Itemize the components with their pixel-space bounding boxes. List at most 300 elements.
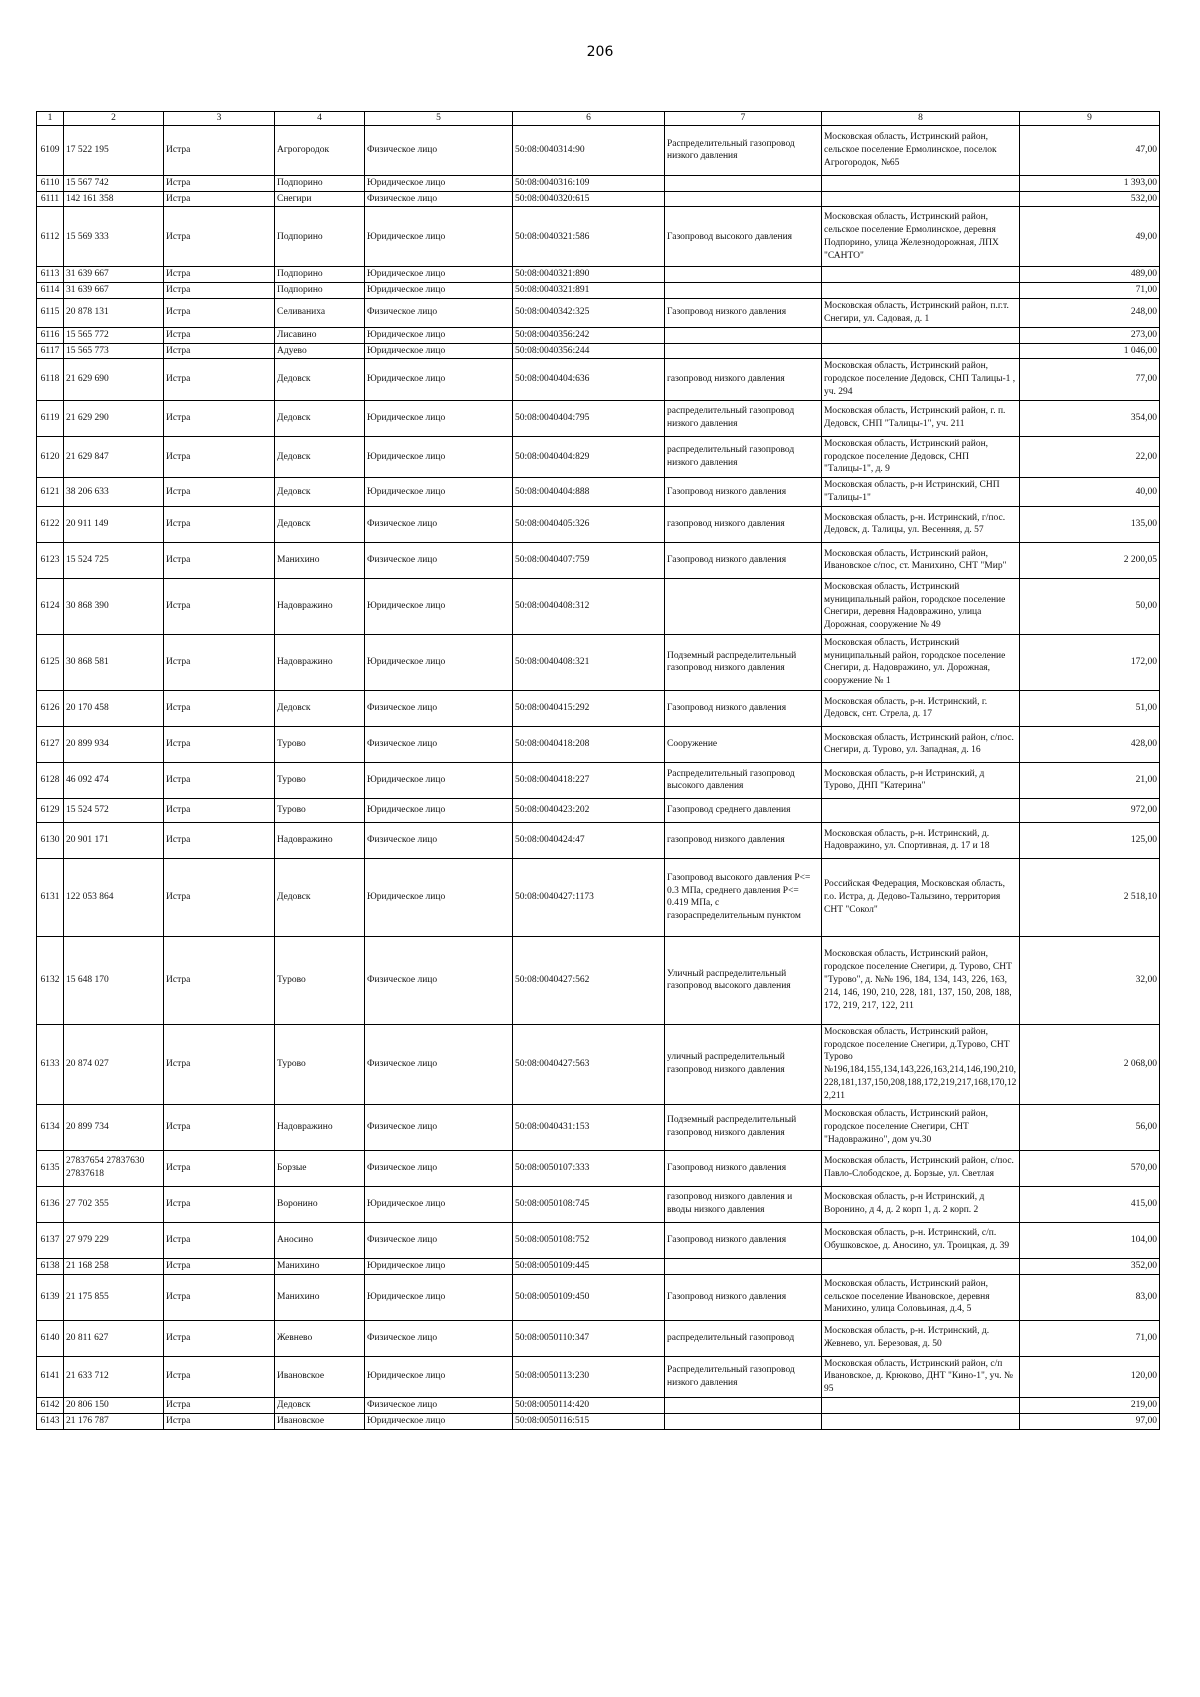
- object-name-cell: Уличный распределительный газопровод высокого давления: [665, 936, 822, 1024]
- length-cell: 125,00: [1020, 822, 1160, 858]
- locality-cell: Дедовск: [275, 400, 365, 436]
- district-cell: Истра: [164, 1356, 275, 1397]
- table-row: [37, 690, 1160, 726]
- row-number-cell: 6114: [37, 283, 64, 299]
- column-header: 2: [64, 112, 164, 126]
- cadastral-number-cell: 50:08:0040424:47: [513, 822, 665, 858]
- owner-type-cell: Юридическое лицо: [365, 343, 513, 359]
- district-cell: Истра: [164, 1258, 275, 1274]
- code-cell: 122 053 864: [64, 858, 164, 936]
- object-name-cell: Газопровод низкого давления: [665, 478, 822, 507]
- table-row: [37, 1397, 1160, 1413]
- row-number-cell: 6134: [37, 1104, 64, 1150]
- code-cell: 17 522 195: [64, 125, 164, 175]
- table-row: [37, 343, 1160, 359]
- cadastral-number-cell: 50:08:0040320:615: [513, 191, 665, 207]
- cadastral-number-cell: 50:08:0050109:445: [513, 1258, 665, 1274]
- object-name-cell: Газопровод низкого давления: [665, 1150, 822, 1186]
- row-number-cell: 6116: [37, 327, 64, 343]
- district-cell: Истра: [164, 1320, 275, 1356]
- locality-cell: Подпорино: [275, 175, 365, 191]
- object-name-cell: [665, 267, 822, 283]
- table-row: [37, 822, 1160, 858]
- code-cell: 46 092 474: [64, 762, 164, 798]
- district-cell: Истра: [164, 1397, 275, 1413]
- locality-cell: Воронино: [275, 1186, 365, 1222]
- address-cell: Московская область, р-н. Истринский, г/пос. Дедовск, д. Талицы, ул. Весенняя, д. 57: [822, 506, 1020, 542]
- table-row: [37, 1413, 1160, 1429]
- cadastral-number-cell: 50:08:0040356:244: [513, 343, 665, 359]
- owner-type-cell: Юридическое лицо: [365, 1356, 513, 1397]
- registry-table: [36, 111, 1160, 1430]
- owner-type-cell: Физическое лицо: [365, 1104, 513, 1150]
- locality-cell: Турово: [275, 1024, 365, 1104]
- object-name-cell: [665, 175, 822, 191]
- district-cell: Истра: [164, 690, 275, 726]
- object-name-cell: уличный распределительный газопровод низкого давления: [665, 1024, 822, 1104]
- owner-type-cell: Физическое лицо: [365, 690, 513, 726]
- code-cell: 15 569 333: [64, 207, 164, 267]
- column-header: 8: [822, 112, 1020, 126]
- district-cell: Истра: [164, 359, 275, 400]
- object-name-cell: распределительный газопровод низкого давления: [665, 400, 822, 436]
- object-name-cell: Распределительный газопровод высокого давления: [665, 762, 822, 798]
- row-number-cell: 6139: [37, 1274, 64, 1320]
- length-cell: 415,00: [1020, 1186, 1160, 1222]
- address-cell: Московская область, р-н. Истринский, г. Дедовск, снт. Стрела, д. 17: [822, 690, 1020, 726]
- owner-type-cell: Юридическое лицо: [365, 400, 513, 436]
- owner-type-cell: Физическое лицо: [365, 1320, 513, 1356]
- code-cell: 21 168 258: [64, 1258, 164, 1274]
- cadastral-number-cell: 50:08:0040404:888: [513, 478, 665, 507]
- cadastral-number-cell: 50:08:0040321:586: [513, 207, 665, 267]
- owner-type-cell: Физическое лицо: [365, 299, 513, 328]
- length-cell: 972,00: [1020, 798, 1160, 822]
- code-cell: 21 176 787: [64, 1413, 164, 1429]
- table-row: [37, 299, 1160, 328]
- row-number-cell: 6132: [37, 936, 64, 1024]
- locality-cell: Дедовск: [275, 478, 365, 507]
- owner-type-cell: Физическое лицо: [365, 1222, 513, 1258]
- district-cell: Истра: [164, 858, 275, 936]
- owner-type-cell: Физическое лицо: [365, 726, 513, 762]
- length-cell: 83,00: [1020, 1274, 1160, 1320]
- address-cell: Московская область, Истринский район, п.г.т. Снегири, ул. Садовая, д. 1: [822, 299, 1020, 328]
- cadastral-number-cell: 50:08:0040405:326: [513, 506, 665, 542]
- locality-cell: Дедовск: [275, 359, 365, 400]
- length-cell: 71,00: [1020, 1320, 1160, 1356]
- table-row: [37, 1186, 1160, 1222]
- length-cell: 97,00: [1020, 1413, 1160, 1429]
- length-cell: 2 068,00: [1020, 1024, 1160, 1104]
- length-cell: 71,00: [1020, 283, 1160, 299]
- length-cell: 352,00: [1020, 1258, 1160, 1274]
- code-cell: 15 648 170: [64, 936, 164, 1024]
- owner-type-cell: Физическое лицо: [365, 936, 513, 1024]
- object-name-cell: Распределительный газопровод низкого давления: [665, 1356, 822, 1397]
- code-cell: 15 565 772: [64, 327, 164, 343]
- row-number-cell: 6131: [37, 858, 64, 936]
- code-cell: 20 878 131: [64, 299, 164, 328]
- owner-type-cell: Физическое лицо: [365, 542, 513, 578]
- owner-type-cell: Юридическое лицо: [365, 359, 513, 400]
- owner-type-cell: Юридическое лицо: [365, 1258, 513, 1274]
- length-cell: 32,00: [1020, 936, 1160, 1024]
- district-cell: Истра: [164, 436, 275, 477]
- cadastral-number-cell: 50:08:0050110:347: [513, 1320, 665, 1356]
- length-cell: 570,00: [1020, 1150, 1160, 1186]
- table-row: [37, 798, 1160, 822]
- code-cell: 15 524 572: [64, 798, 164, 822]
- length-cell: 51,00: [1020, 690, 1160, 726]
- district-cell: Истра: [164, 1150, 275, 1186]
- length-cell: 532,00: [1020, 191, 1160, 207]
- owner-type-cell: Юридическое лицо: [365, 327, 513, 343]
- address-cell: Московская область, Истринский муниципальный район, городское поселение Снегири, д. Надовражино, ул. Дорожная, сооружение № 1: [822, 634, 1020, 690]
- address-cell: Московская область, Истринский район, сельское поселение Ивановское, деревня Манихино, улица Соловьиная, д.4, 5: [822, 1274, 1020, 1320]
- object-name-cell: Газопровод низкого давления: [665, 1274, 822, 1320]
- cadastral-number-cell: 50:08:0040321:891: [513, 283, 665, 299]
- row-number-cell: 6128: [37, 762, 64, 798]
- address-cell: Московская область, Истринский район, городское поселение Снегири, СНТ "Надовражино", дом уч.30: [822, 1104, 1020, 1150]
- locality-cell: Турово: [275, 762, 365, 798]
- locality-cell: Надовражино: [275, 822, 365, 858]
- district-cell: Истра: [164, 478, 275, 507]
- length-cell: 22,00: [1020, 436, 1160, 477]
- code-cell: 38 206 633: [64, 478, 164, 507]
- address-cell: [822, 798, 1020, 822]
- object-name-cell: Распределительный газопровод низкого давления: [665, 125, 822, 175]
- owner-type-cell: Физическое лицо: [365, 1024, 513, 1104]
- row-number-cell: 6112: [37, 207, 64, 267]
- cadastral-number-cell: 50:08:0040423:202: [513, 798, 665, 822]
- address-cell: Московская область, Истринский район, городское поселение Дедовск, СНП "Талицы-1", д. 9: [822, 436, 1020, 477]
- code-cell: 15 524 725: [64, 542, 164, 578]
- owner-type-cell: Юридическое лицо: [365, 267, 513, 283]
- owner-type-cell: Физическое лицо: [365, 125, 513, 175]
- length-cell: 50,00: [1020, 578, 1160, 634]
- locality-cell: Аносино: [275, 1222, 365, 1258]
- object-name-cell: распределительный газопровод низкого давления: [665, 436, 822, 477]
- row-number-cell: 6143: [37, 1413, 64, 1429]
- district-cell: Истра: [164, 822, 275, 858]
- locality-cell: Надовражино: [275, 578, 365, 634]
- table-row: [37, 1024, 1160, 1104]
- row-number-cell: 6110: [37, 175, 64, 191]
- address-cell: Московская область, р-н Истринский, СНП "Талицы-1": [822, 478, 1020, 507]
- locality-cell: Лисавино: [275, 327, 365, 343]
- district-cell: Истра: [164, 1104, 275, 1150]
- length-cell: 219,00: [1020, 1397, 1160, 1413]
- address-cell: [822, 1413, 1020, 1429]
- district-cell: Истра: [164, 191, 275, 207]
- locality-cell: Манихино: [275, 542, 365, 578]
- table-row: [37, 267, 1160, 283]
- column-header: 6: [513, 112, 665, 126]
- locality-cell: Подпорино: [275, 267, 365, 283]
- address-cell: Московская область, р-н. Истринский, д. Жевнево, ул. Березовая, д. 50: [822, 1320, 1020, 1356]
- address-cell: [822, 343, 1020, 359]
- address-cell: Московская область, Истринский район, городское поселение Снегири, д. Турово, СНТ "Турово", д. №№ 196, 184, 134, 143, 226, 163, 214, 146, 190, 210, 228, 181, 137, 150, 208, 188, 172, 219, 217, 122, 211: [822, 936, 1020, 1024]
- table-row: [37, 634, 1160, 690]
- object-name-cell: Сооружение: [665, 726, 822, 762]
- address-cell: [822, 283, 1020, 299]
- table-row: [37, 1222, 1160, 1258]
- row-number-cell: 6133: [37, 1024, 64, 1104]
- table-row: [37, 175, 1160, 191]
- length-cell: 21,00: [1020, 762, 1160, 798]
- locality-cell: Манихино: [275, 1274, 365, 1320]
- address-cell: Московская область, р-н. Истринский, д. Надовражино, ул. Спортивная, д. 17 и 18: [822, 822, 1020, 858]
- owner-type-cell: Юридическое лицо: [365, 762, 513, 798]
- owner-type-cell: Юридическое лицо: [365, 798, 513, 822]
- object-name-cell: газопровод низкого давления: [665, 359, 822, 400]
- code-cell: 20 874 027: [64, 1024, 164, 1104]
- district-cell: Истра: [164, 1186, 275, 1222]
- cadastral-number-cell: 50:08:0040427:562: [513, 936, 665, 1024]
- row-number-cell: 6117: [37, 343, 64, 359]
- length-cell: 248,00: [1020, 299, 1160, 328]
- address-cell: Московская область, Истринский район, сельское поселение Ермолинское, поселок Агрогородок, №65: [822, 125, 1020, 175]
- locality-cell: Турово: [275, 726, 365, 762]
- column-header: 9: [1020, 112, 1160, 126]
- district-cell: Истра: [164, 762, 275, 798]
- district-cell: Истра: [164, 327, 275, 343]
- address-cell: Московская область, р-н Истринский, д Воронино, д 4, д. 2 корп 1, д. 2 корп. 2: [822, 1186, 1020, 1222]
- object-name-cell: Газопровод низкого давления: [665, 690, 822, 726]
- code-cell: 27837654 27837630 27837618: [64, 1150, 164, 1186]
- owner-type-cell: Юридическое лицо: [365, 1186, 513, 1222]
- locality-cell: Дедовск: [275, 506, 365, 542]
- address-cell: Московская область, Истринский район, сельское поселение Ермолинское, деревня Подпорино, улица Железнодорожная, ЛПХ "САНТО": [822, 207, 1020, 267]
- locality-cell: Турово: [275, 936, 365, 1024]
- owner-type-cell: Юридическое лицо: [365, 1274, 513, 1320]
- object-name-cell: [665, 578, 822, 634]
- row-number-cell: 6127: [37, 726, 64, 762]
- row-number-cell: 6123: [37, 542, 64, 578]
- locality-cell: Жевнево: [275, 1320, 365, 1356]
- code-cell: 20 899 734: [64, 1104, 164, 1150]
- code-cell: 20 911 149: [64, 506, 164, 542]
- owner-type-cell: Юридическое лицо: [365, 578, 513, 634]
- object-name-cell: [665, 283, 822, 299]
- owner-type-cell: Физическое лицо: [365, 1150, 513, 1186]
- owner-type-cell: Юридическое лицо: [365, 1413, 513, 1429]
- cadastral-number-cell: 50:08:0040316:109: [513, 175, 665, 191]
- object-name-cell: Газопровод низкого давления: [665, 299, 822, 328]
- code-cell: 31 639 667: [64, 283, 164, 299]
- object-name-cell: распределительный газопровод: [665, 1320, 822, 1356]
- address-cell: Московская область, Истринский район, городское поселение Дедовск, СНП Талицы-1 , уч. 294: [822, 359, 1020, 400]
- object-name-cell: [665, 191, 822, 207]
- table-row: [37, 436, 1160, 477]
- district-cell: Истра: [164, 343, 275, 359]
- row-number-cell: 6135: [37, 1150, 64, 1186]
- table-row: [37, 726, 1160, 762]
- row-number-cell: 6142: [37, 1397, 64, 1413]
- table-row: [37, 578, 1160, 634]
- table-row: [37, 478, 1160, 507]
- cadastral-number-cell: 50:08:0040404:829: [513, 436, 665, 477]
- header-row: [37, 112, 1160, 126]
- district-cell: Истра: [164, 400, 275, 436]
- object-name-cell: [665, 1258, 822, 1274]
- row-number-cell: 6122: [37, 506, 64, 542]
- row-number-cell: 6125: [37, 634, 64, 690]
- length-cell: 120,00: [1020, 1356, 1160, 1397]
- code-cell: 21 175 855: [64, 1274, 164, 1320]
- locality-cell: Селиваниха: [275, 299, 365, 328]
- cadastral-number-cell: 50:08:0040404:795: [513, 400, 665, 436]
- district-cell: Истра: [164, 634, 275, 690]
- district-cell: Истра: [164, 267, 275, 283]
- owner-type-cell: Юридическое лицо: [365, 478, 513, 507]
- table-row: [37, 762, 1160, 798]
- code-cell: 15 567 742: [64, 175, 164, 191]
- address-cell: Московская область, Истринский район, с/пос. Павло-Слободское, д. Борзые, ул. Светлая: [822, 1150, 1020, 1186]
- code-cell: 30 868 390: [64, 578, 164, 634]
- length-cell: 1 393,00: [1020, 175, 1160, 191]
- object-name-cell: газопровод низкого давления: [665, 506, 822, 542]
- cadastral-number-cell: 50:08:0040418:227: [513, 762, 665, 798]
- table-row: [37, 506, 1160, 542]
- table-row: [37, 1274, 1160, 1320]
- table-row: [37, 283, 1160, 299]
- code-cell: 21 633 712: [64, 1356, 164, 1397]
- district-cell: Истра: [164, 125, 275, 175]
- code-cell: 21 629 290: [64, 400, 164, 436]
- row-number-cell: 6118: [37, 359, 64, 400]
- length-cell: 77,00: [1020, 359, 1160, 400]
- owner-type-cell: Юридическое лицо: [365, 283, 513, 299]
- table-row: [37, 1258, 1160, 1274]
- district-cell: Истра: [164, 1222, 275, 1258]
- length-cell: 273,00: [1020, 327, 1160, 343]
- cadastral-number-cell: 50:08:0040408:321: [513, 634, 665, 690]
- owner-type-cell: Физическое лицо: [365, 1397, 513, 1413]
- length-cell: 135,00: [1020, 506, 1160, 542]
- row-number-cell: 6130: [37, 822, 64, 858]
- owner-type-cell: Юридическое лицо: [365, 207, 513, 267]
- object-name-cell: газопровод низкого давления и вводы низкого давления: [665, 1186, 822, 1222]
- object-name-cell: [665, 343, 822, 359]
- address-cell: Московская область, Истринский район, Ивановское с/пос, ст. Манихино, СНТ "Мир": [822, 542, 1020, 578]
- cadastral-number-cell: 50:08:0040427:1173: [513, 858, 665, 936]
- row-number-cell: 6137: [37, 1222, 64, 1258]
- district-cell: Истра: [164, 726, 275, 762]
- cadastral-number-cell: 50:08:0040356:242: [513, 327, 665, 343]
- table-row: [37, 542, 1160, 578]
- owner-type-cell: Юридическое лицо: [365, 634, 513, 690]
- cadastral-number-cell: 50:08:0050116:515: [513, 1413, 665, 1429]
- locality-cell: Ивановское: [275, 1413, 365, 1429]
- locality-cell: Дедовск: [275, 858, 365, 936]
- district-cell: Истра: [164, 1413, 275, 1429]
- column-header: 5: [365, 112, 513, 126]
- object-name-cell: [665, 1413, 822, 1429]
- length-cell: 2 200,05: [1020, 542, 1160, 578]
- object-name-cell: [665, 327, 822, 343]
- address-cell: Московская область, Истринский район, с/п Ивановское, д. Крюково, ДНТ "Кино-1", уч. № 95: [822, 1356, 1020, 1397]
- length-cell: 104,00: [1020, 1222, 1160, 1258]
- locality-cell: Подпорино: [275, 207, 365, 267]
- address-cell: Московская область, Истринский район, г. п. Дедовск, СНП "Талицы-1", уч. 211: [822, 400, 1020, 436]
- cadastral-number-cell: 50:08:0040404:636: [513, 359, 665, 400]
- locality-cell: Подпорино: [275, 283, 365, 299]
- cadastral-number-cell: 50:08:0040427:563: [513, 1024, 665, 1104]
- locality-cell: Турово: [275, 798, 365, 822]
- address-cell: [822, 191, 1020, 207]
- district-cell: Истра: [164, 578, 275, 634]
- district-cell: Истра: [164, 936, 275, 1024]
- address-cell: Московская область, р-н Истринский, д Турово, ДНП "Катерина": [822, 762, 1020, 798]
- row-number-cell: 6136: [37, 1186, 64, 1222]
- locality-cell: Дедовск: [275, 690, 365, 726]
- code-cell: 20 899 934: [64, 726, 164, 762]
- row-number-cell: 6111: [37, 191, 64, 207]
- district-cell: Истра: [164, 542, 275, 578]
- row-number-cell: 6124: [37, 578, 64, 634]
- code-cell: 15 565 773: [64, 343, 164, 359]
- object-name-cell: [665, 1397, 822, 1413]
- row-number-cell: 6109: [37, 125, 64, 175]
- table-row: [37, 858, 1160, 936]
- length-cell: 1 046,00: [1020, 343, 1160, 359]
- cadastral-number-cell: 50:08:0040415:292: [513, 690, 665, 726]
- length-cell: 49,00: [1020, 207, 1160, 267]
- cadastral-number-cell: 50:08:0050114:420: [513, 1397, 665, 1413]
- object-name-cell: Подземный распределительный газопровод низкого давления: [665, 1104, 822, 1150]
- object-name-cell: Газопровод низкого давления: [665, 1222, 822, 1258]
- code-cell: 20 901 171: [64, 822, 164, 858]
- code-cell: 27 702 355: [64, 1186, 164, 1222]
- column-header: 4: [275, 112, 365, 126]
- row-number-cell: 6141: [37, 1356, 64, 1397]
- code-cell: 142 161 358: [64, 191, 164, 207]
- row-number-cell: 6140: [37, 1320, 64, 1356]
- address-cell: [822, 327, 1020, 343]
- table-row: [37, 327, 1160, 343]
- owner-type-cell: Физическое лицо: [365, 506, 513, 542]
- address-cell: Московская область, Истринский муниципальный район, городское поселение Снегири, деревня Надовражино, улица Дорожная, сооружение № 49: [822, 578, 1020, 634]
- address-cell: [822, 1397, 1020, 1413]
- address-cell: Московская область, р-н. Истринский, с/п. Обушковское, д. Аносино, ул. Троицкая, д. 39: [822, 1222, 1020, 1258]
- cadastral-number-cell: 50:08:0040342:325: [513, 299, 665, 328]
- locality-cell: Агрогородок: [275, 125, 365, 175]
- address-cell: Российская Федерация, Московская область, г.о. Истра, д. Дедово-Талызино, территория СНТ "Сокол": [822, 858, 1020, 936]
- row-number-cell: 6113: [37, 267, 64, 283]
- length-cell: 40,00: [1020, 478, 1160, 507]
- length-cell: 354,00: [1020, 400, 1160, 436]
- district-cell: Истра: [164, 506, 275, 542]
- cadastral-number-cell: 50:08:0040418:208: [513, 726, 665, 762]
- length-cell: 489,00: [1020, 267, 1160, 283]
- length-cell: 2 518,10: [1020, 858, 1160, 936]
- district-cell: Истра: [164, 207, 275, 267]
- length-cell: 56,00: [1020, 1104, 1160, 1150]
- object-name-cell: газопровод низкого давления: [665, 822, 822, 858]
- code-cell: 20 811 627: [64, 1320, 164, 1356]
- column-header: 7: [665, 112, 822, 126]
- address-cell: [822, 175, 1020, 191]
- address-cell: [822, 267, 1020, 283]
- code-cell: 30 868 581: [64, 634, 164, 690]
- row-number-cell: 6121: [37, 478, 64, 507]
- owner-type-cell: Юридическое лицо: [365, 436, 513, 477]
- address-cell: Московская область, Истринский район, с/пос. Снегири, д. Турово, ул. Западная, д. 16: [822, 726, 1020, 762]
- locality-cell: Дедовск: [275, 1397, 365, 1413]
- district-cell: Истра: [164, 1024, 275, 1104]
